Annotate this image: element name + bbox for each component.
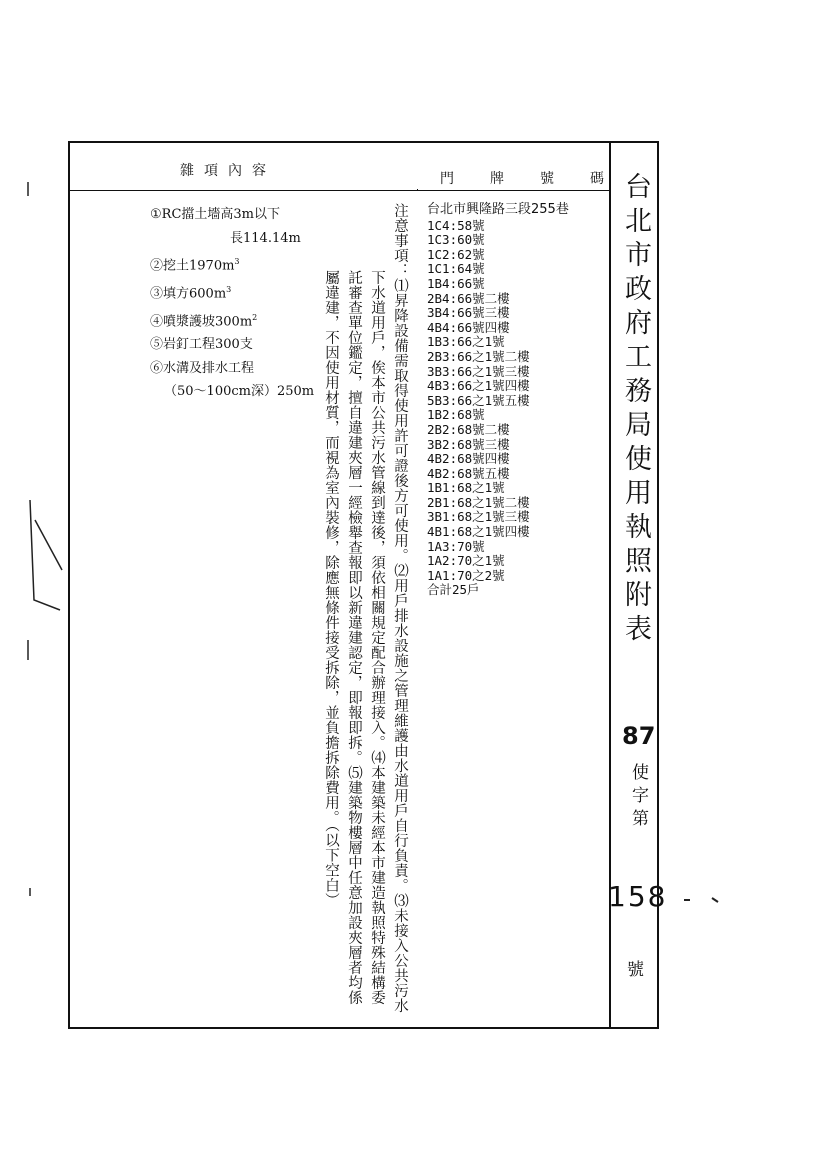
- address-row: 5B3:66之1號五樓: [427, 392, 530, 408]
- license-year: 87: [622, 722, 656, 750]
- address-row: 4B2:68號五樓: [427, 465, 510, 481]
- address-row: 3B3:66之1號三樓: [427, 363, 530, 379]
- address-row: 1B4:66號: [427, 275, 485, 291]
- misc-item-text: ②挖土1970m: [150, 258, 235, 274]
- address-row: 1A2:70之1號: [427, 553, 505, 569]
- misc-item-text: 長114.14m: [230, 230, 301, 246]
- misc-item-unit-exponent: 3: [226, 284, 232, 294]
- address-row: 3B4:66號三樓: [427, 305, 510, 321]
- address-total: 合計25戶: [427, 582, 480, 598]
- address-street: 台北市興隆路三段255巷: [427, 202, 569, 217]
- misc-item-text: ⑥水溝及排水工程: [150, 360, 255, 376]
- address-row: 2B1:68之1號二樓: [427, 494, 530, 510]
- address-row: 1B1:68之1號: [427, 480, 505, 496]
- address-row: 4B1:68之1號四樓: [427, 524, 530, 540]
- license-suffix: 號: [627, 960, 644, 980]
- note-column-3: 託審查單位鑑定，擅自違建夾層一經檢舉查報即以新違建認定，即報即拆。⑸建築物樓層中任意加設夾層者均係: [346, 270, 362, 1005]
- address-row: 1A1:70之2號: [427, 567, 505, 583]
- note-column-2: 下水道用戶，俟本市公共污水管線到達後，須依相關規定配合辦理接入。⑷本建築未經本市建造執照特殊結構委: [369, 270, 385, 1005]
- license-word: 使字第: [628, 763, 648, 832]
- address-row: 4B2:68號四樓: [427, 451, 510, 467]
- misc-item-unit-exponent: 3: [234, 257, 240, 266]
- address-row: 1C2:62號: [427, 246, 485, 262]
- address-row: 2B3:66之1號二樓: [427, 348, 530, 364]
- address-row: 1B2:68號: [427, 407, 485, 423]
- document-title: 台北市政府工務局使用執照附表: [620, 172, 651, 648]
- license-number: 158: [608, 880, 668, 913]
- misc-item-text: ①RC擋土墻高3m以下: [150, 207, 280, 222]
- address-row: 2B2:68號二樓: [427, 421, 510, 437]
- misc-item-text: ④噴漿護坡300m: [150, 313, 253, 329]
- address-row: 4B3:66之1號四樓: [427, 378, 530, 394]
- note-column-1: 注意事項：⑴昇降設備需取得使用許可證後方可使用。⑵用戶排水設施之管理維護由水道用戶自行負責。⑶未接入公共污水: [392, 203, 408, 1013]
- misc-item-text: ③填方600m: [150, 286, 227, 302]
- address-row: 1C1:64號: [427, 261, 485, 277]
- address-header-text: 門牌號碼: [440, 171, 640, 187]
- misc-item-text: ⑤岩釘工程300支: [150, 337, 253, 353]
- misc-header: 雜項內容: [180, 163, 276, 179]
- note-column-4: 屬違建，不因使用材質，而視為室內裝修，除應無條件接受拆除，並負擔拆除費用。（以下空白）: [323, 270, 339, 908]
- address-row: 3B2:68號三樓: [427, 436, 510, 452]
- address-row: 4B4:66號四樓: [427, 319, 510, 335]
- address-row: 1C3:60號: [427, 232, 485, 248]
- address-row: 1B3:66之1號: [427, 334, 505, 350]
- address-row: 3B1:68之1號三樓: [427, 509, 530, 525]
- address-row: 1C4:58號: [427, 217, 485, 233]
- misc-item-unit-exponent: 2: [252, 312, 258, 322]
- address-row: 2B4:66號二樓: [427, 290, 510, 306]
- address-row: 1A3:70號: [427, 538, 485, 554]
- misc-item-text: （50～100cm深）250m: [164, 384, 315, 400]
